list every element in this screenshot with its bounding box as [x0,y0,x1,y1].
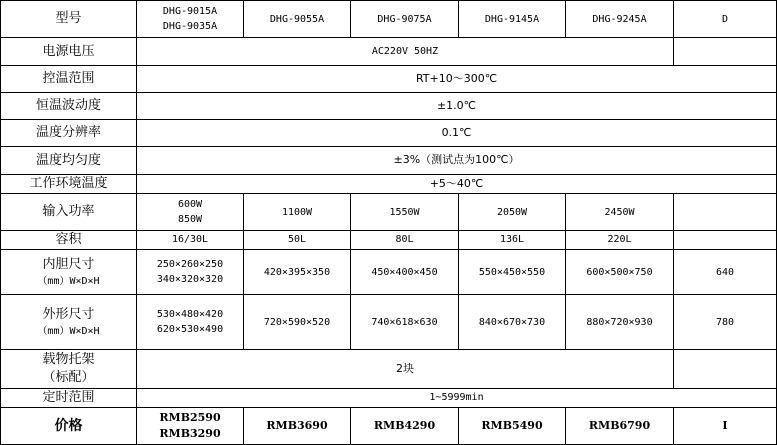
model-cell-6: D [674,1,777,38]
row-outer-size [1,295,777,350]
row-timer [1,389,777,408]
volume-cell-3: 80L [351,231,459,250]
power-cell-5: 2450W [566,194,674,231]
row-temp-resolution [1,120,777,147]
model-cell-4: DHG-9145A [459,1,566,38]
price-cell-3: RMB4290 [351,408,459,445]
inner-cell-6: 640 [674,250,777,295]
outer-cell-2: 720×590×520 [244,295,351,350]
label-timer: 定时范围 [1,389,137,408]
inner-cell-4: 550×450×550 [459,250,566,295]
row-input-power [1,194,777,231]
power-cell-4: 2050W [459,194,566,231]
outer-cell-3: 740×618×630 [351,295,459,350]
volume-cell-5: 220L [566,231,674,250]
volume-cell-4: 136L [459,231,566,250]
row-ambient-temp [1,175,777,194]
price-cell-6: I [674,408,777,445]
row-shelves [1,350,777,389]
value-shelves: 2块 [137,350,674,389]
power-cell-3: 1550W [351,194,459,231]
row-temp-uniformity [1,147,777,175]
label-model: 型号 [1,1,137,38]
label-inner-size: 内胆尺寸 （mm）W×D×H [1,250,137,295]
power-cell-6 [674,194,777,231]
power-cell-1: 600W 850W [137,194,244,231]
label-input-power: 输入功率 [1,194,137,231]
value-temp-uniformity: ±3%（测试点为100℃） [137,147,777,175]
volume-cell-6 [674,231,777,250]
price-cell-4: RMB5490 [459,408,566,445]
label-power-supply: 电源电压 [1,38,137,66]
label-temp-fluct: 恒温波动度 [1,93,137,120]
row-price [1,408,777,445]
value-ambient-temp: +5～40℃ [137,175,777,194]
outer-cell-6: 780 [674,295,777,350]
value-power-supply: AC220V 50HZ [137,38,674,66]
price-cell-2: RMB3690 [244,408,351,445]
label-temp-uniformity: 温度均匀度 [1,147,137,175]
empty-cell [674,38,777,66]
label-temp-resolution: 温度分辨率 [1,120,137,147]
inner-cell-1: 250×260×250 340×320×320 [137,250,244,295]
value-temp-resolution: 0.1℃ [137,120,777,147]
row-inner-size [1,250,777,295]
model-cell-3: DHG-9075A [351,1,459,38]
inner-cell-3: 450×400×450 [351,250,459,295]
volume-cell-1: 16/30L [137,231,244,250]
outer-cell-5: 880×720×930 [566,295,674,350]
label-shelves: 载物托架 （标配） [1,350,137,389]
row-temp-fluct [1,93,777,120]
model-cell-5: DHG-9245A [566,1,674,38]
price-cell-5: RMB6790 [566,408,674,445]
value-timer: 1~5999min [137,389,777,408]
model-cell-2: DHG-9055A [244,1,351,38]
empty-cell [674,350,777,389]
label-volume: 容积 [1,231,137,250]
row-model [1,1,777,38]
outer-cell-1: 530×480×420 620×530×490 [137,295,244,350]
label-outer-size: 外形尺寸 （mm）W×D×H [1,295,137,350]
value-temp-range: RT+10～300℃ [137,66,777,93]
outer-cell-4: 840×670×730 [459,295,566,350]
row-temp-range [1,66,777,93]
power-cell-2: 1100W [244,194,351,231]
row-power-supply [1,38,777,66]
price-cell-1: RMB2590 RMB3290 [137,408,244,445]
label-ambient-temp: 工作环境温度 [1,175,137,194]
label-temp-range: 控温范围 [1,66,137,93]
inner-cell-5: 600×500×750 [566,250,674,295]
value-temp-fluct: ±1.0℃ [137,93,777,120]
label-price: 价格 [1,408,137,445]
volume-cell-2: 50L [244,231,351,250]
model-cell-1: DHG-9015A DHG-9035A [137,1,244,38]
inner-cell-2: 420×395×350 [244,250,351,295]
row-volume [1,231,777,250]
